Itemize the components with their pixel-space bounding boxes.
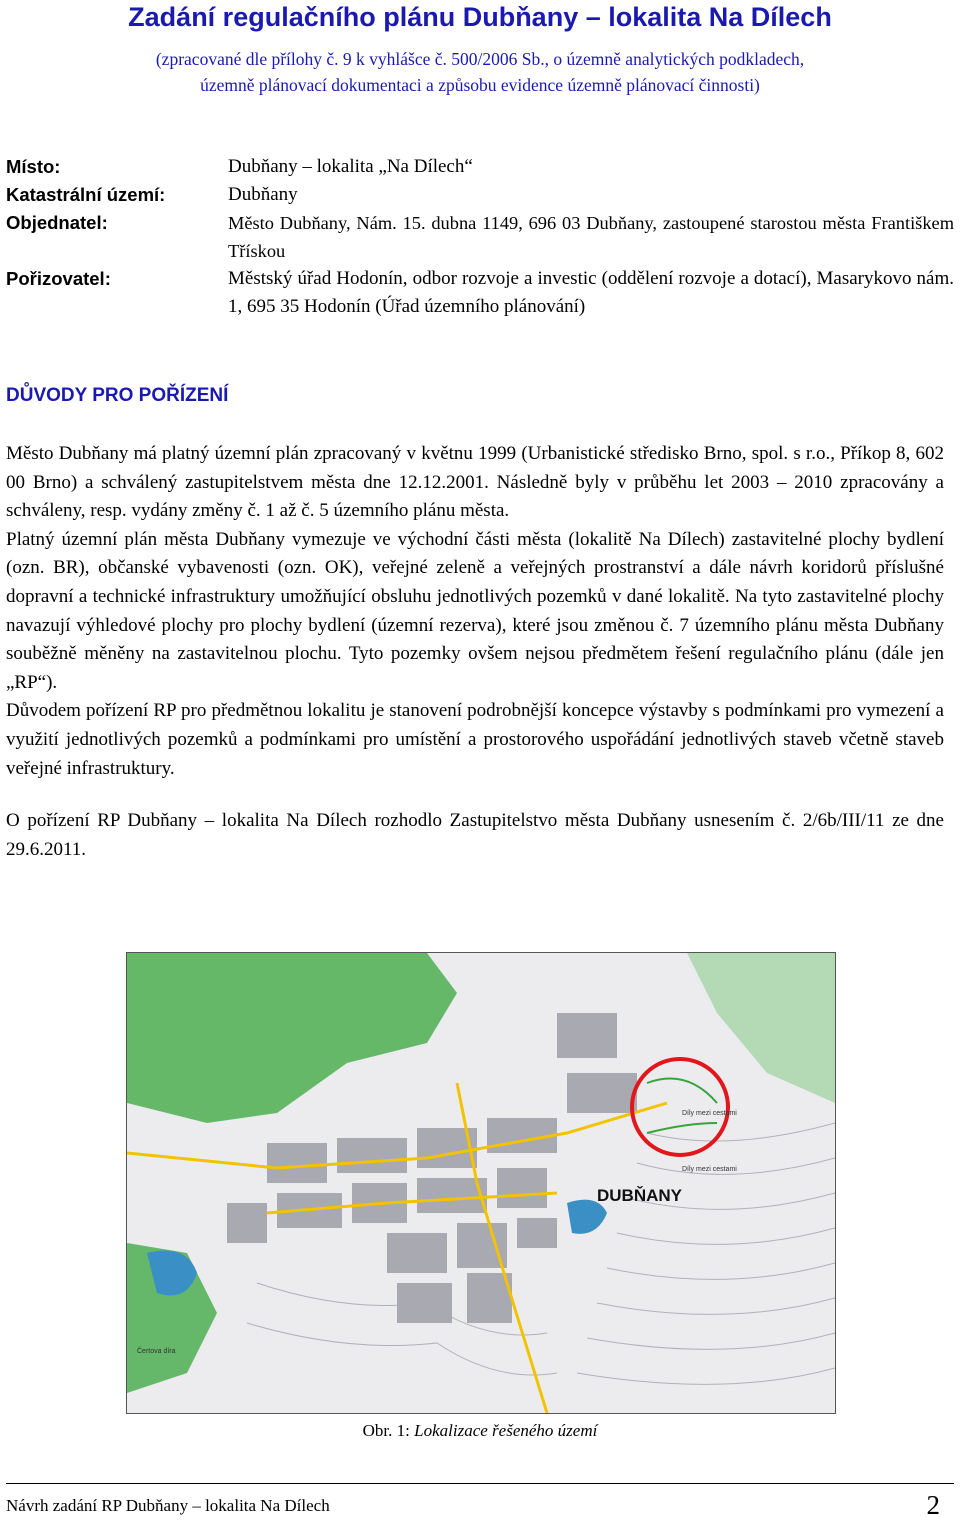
map-small-label-2: Díly mezi cestami [682,1110,737,1117]
katastr-value: Dubňany [228,184,298,205]
info-row-misto [6,153,954,181]
footer-text: Návrh zadání RP Dubňany – lokalita Na Dílech [6,1496,330,1515]
paragraph-2: Platný územní plán města Dubňany vymezuje ve východní části města (lokalitě Na Dílech) zastavitelné plochy bydlení (ozn. BR), občanské vybavenosti (ozn. OK), veřejné zeleně a veřejných prostranství a dále návrh koridorů příslušné dopravní a technické infrastruktury umožňující obsluhu jednotlivých pozemků v dané lokalitě. Na tyto zastavitelné plochy navazují výhledové plochy pro plochy bydlení (územní rezerva), které jsou změnou č. 7 územního plánu města Dubňany souběžně měněny na zastavitelnou plochu. Tyto pozemky ovšem nejsou předmětem řešení regulačního plánu (dále jen „RP“). [6,528,944,693]
paragraph-3: Důvodem pořízení RP pro předmětnou lokalitu je stanovení podrobnější koncepce výstavby s podmínkami pro vymezení a využití jednotlivých pozemků a podmínkami pro umístění a prostorového uspořádání jednotlivých staveb včetně staveb veřejné infrastruktury. [6,700,944,779]
info-row-objednatel [6,209,954,265]
porizovatel-value: Městský úřad Hodonín, odbor rozvoje a investic (oddělení rozvoje a dotací), Masarykovo nám. 1, 695 35 Hodonín (Úřad územního plánování) [228,268,954,317]
porizovatel-label: Pořizovatel: [6,268,111,289]
map-small-label-1: Díly mezi cestami [682,1166,737,1173]
map-small-label-3: Čertova díra [137,1348,176,1355]
body-text [6,440,944,864]
document-title: Zadání regulačního plánu Dubňany – lokalita Na Dílech [128,2,832,32]
objednatel-value: Město Dubňany, Nám. 15. dubna 1149, 696 03 Dubňany, zastoupené starostou města Františkem Třískou [228,213,954,261]
footer-divider [6,1483,954,1484]
misto-value: Dubňany – lokalita „Na Dílech“ [228,156,473,177]
info-table [6,153,954,321]
section-heading: DŮVODY PRO POŘÍZENÍ [6,385,229,406]
subtitle-line-2: územně plánovací dokumentaci a způsobu evidence územně plánovací činnosti) [200,75,760,95]
town-label: DUBŇANY [597,1186,682,1205]
document-subtitle [0,46,960,98]
subtitle-line-1: (zpracované dle přílohy č. 9 k vyhlášce č. 500/2006 Sb., o územně analytických podkladech, [155,49,805,69]
objednatel-label: Objednatel: [6,212,108,233]
katastr-label: Katastrální území: [6,184,166,205]
map-image [127,953,835,1413]
page-number: 2 [926,1490,940,1520]
caption-text: Lokalizace řešeného území [414,1421,598,1440]
paragraph-1: Město Dubňany má platný územní plán zpracovaný v květnu 1999 (Urbanistické středisko Brno, spol. s r.o., Příkop 8, 602 00 Brno) a schválený zastupitelstvem města dne 12.12.2001. Následně byly v průběhu let 2003 – 2010 zpracovány a schváleny, resp. vydány změny č. 1 až č. 5 územního plánu města. [6,443,944,522]
info-row-katastr [6,181,954,209]
caption-prefix: Obr. 1: [362,1421,410,1440]
paragraph-4: O pořízení RP Dubňany – lokalita Na Dílech rozhodlo Zastupitelstvo města Dubňany usnesením č. 2/6b/III/11 ze dne 29.6.2011. [6,810,944,860]
location-map [126,952,836,1414]
figure-caption [0,1419,960,1443]
info-row-porizovatel [6,265,954,321]
misto-label: Místo: [6,156,61,177]
